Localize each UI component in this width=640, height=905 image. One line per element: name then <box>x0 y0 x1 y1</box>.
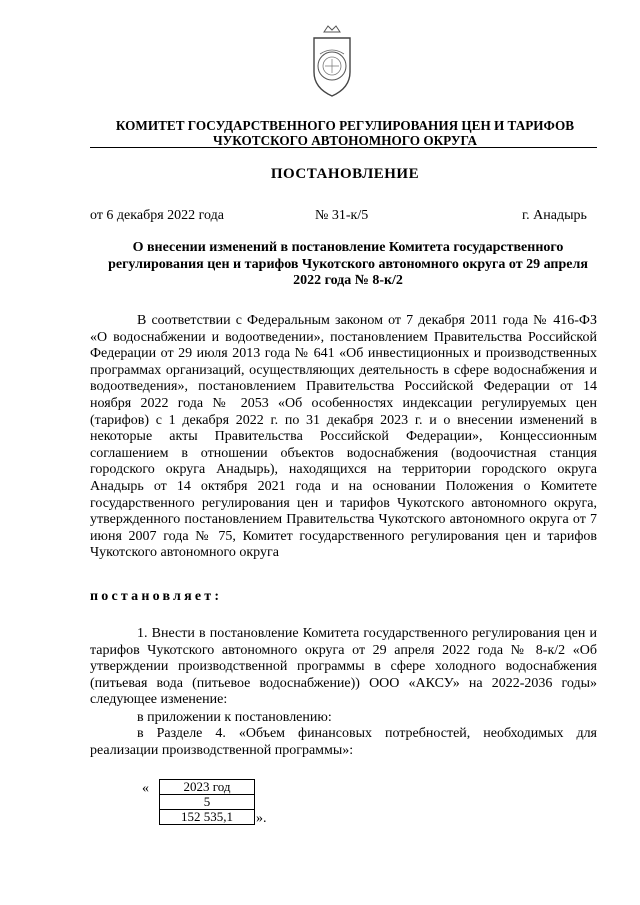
table-close-quote: ». <box>256 811 267 826</box>
item-1-subparagraph: в приложении к постановлению: <box>137 710 332 725</box>
document-number: № 31-к/5 <box>315 208 369 223</box>
table-row <box>160 780 255 795</box>
item-1-paragraph: 1. Внести в постановление Комитета государственного регулирования цен и тарифов Чукотского автономного округа от 29 апреля 2022 года № 8-к/2 «Об утверждении производственной программы в сфере холодного водоснабжения (питьевая вода (питьевое водоснабжение)) ООО «АКСУ» на 2022-2036 годы» следующее изменение: <box>90 626 597 708</box>
coat-of-arms-emblem <box>300 20 364 104</box>
table-cell-index: 5 <box>160 795 255 810</box>
table-cell-value: 152 535,1 <box>160 810 255 825</box>
decree-word: постановляет: <box>90 589 223 604</box>
table-row <box>160 795 255 810</box>
table-cell-year: 2023 год <box>160 780 255 795</box>
org-line-1: КОМИТЕТ ГОСУДАРСТВЕННОГО РЕГУЛИРОВАНИЯ ЦЕН И ТАРИФОВ <box>115 118 575 133</box>
preamble-paragraph: В соответствии с Федеральным законом от 7 декабря 2011 года № 416-ФЗ «О водоснабжении и водоотведении», постановлением Правительства Российской Федерации от 29 июля 2013 года № 641 «Об инвестиционных и производственных программах организаций, осуществляющих деятельность в сфере водоснабжения и водоотведения», постановлением Правительства Российской Федерации от 14 ноября 2022 года № 2053 «Об особенностях индексации регулируемых цен (тарифов) с 1 декабря 2022 г. по 31 декабря 2023 г. и о внесении изменений в некоторые акты Правительства Российской Федерации», Концессионным соглашением в отношении объектов водоснабжения (водоочистная станция городского округа Анадырь), находящихся на территории городского округа Анадырь от 14 октября 2021 года и на основании Положения о Комитете государственного регулирования цен и тарифов Чукотского автономного округа, утвержденного постановлением Правительства Чукотского автономного округа от 7 июня 2007 года № 75, Комитет государственного регулирования цен и тарифов Чукотского автономного округа <box>90 313 597 561</box>
table-open-quote: « <box>142 781 149 796</box>
org-line-2: ЧУКОТСКОГО АВТОНОМНОГО ОКРУГА <box>212 133 478 148</box>
amendment-table <box>159 779 255 825</box>
item-1-section-paragraph: в Разделе 4. «Объем финансовых потребностей, необходимых для реализации производственной программы»: <box>90 726 597 758</box>
document-type-title: ПОСТАНОВЛЕНИЕ <box>270 166 420 182</box>
document-city: г. Анадырь <box>522 208 587 223</box>
organization-name <box>90 118 600 148</box>
document-subject: О внесении изменений в постановление Комитета государственного регулирования цен и тарифов Чукотского автономного округа от 29 апреля 2022 года № 8-к/2 <box>108 240 588 288</box>
document-date: от 6 декабря 2022 года <box>90 208 224 223</box>
header-divider <box>90 147 597 148</box>
table-row <box>160 810 255 825</box>
